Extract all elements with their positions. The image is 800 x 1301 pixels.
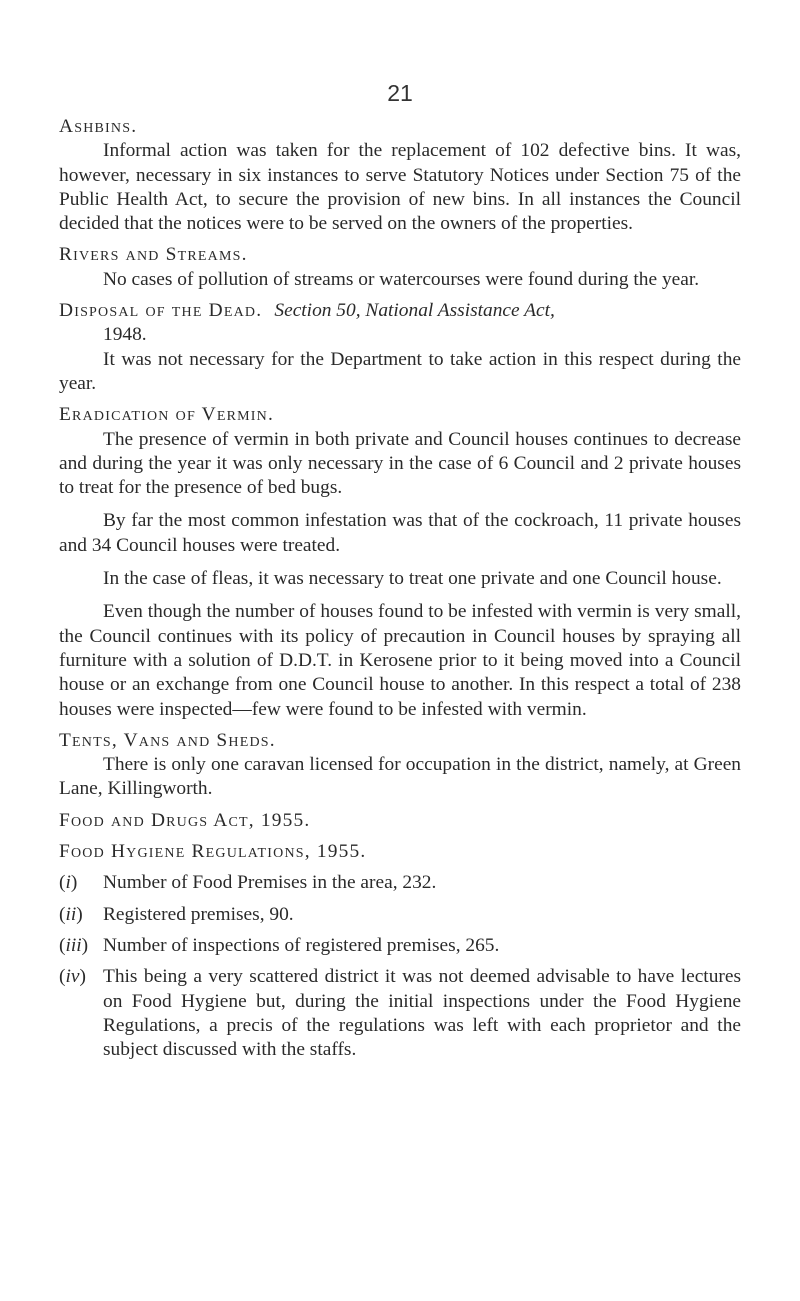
heading-disposal-act: Section 50, National Assistance Act, (274, 300, 555, 322)
paragraph-vermin-1: The presence of vermin in both private and Council houses continues to decrease and during the year it was only necessary in the case of 6 Council and 2 private houses to treat for the presence of bed bugs. (59, 428, 741, 499)
list-item-number: (ii) (59, 903, 83, 925)
paragraph-vermin-4: Even though the number of houses found to be infested with vermin is very small, the Council continues with its policy of precaution in Council houses by spraying all furniture with a solution of D.D.T. in Kerosene prior to it being moved into a Council house or an exchange from one Council house to another. In this respect a total of 238 houses were inspected—few were found to be infested with vermin. (59, 601, 741, 720)
list-item (59, 934, 741, 958)
paragraph-rivers: No cases of pollution of streams or watercourses were found during the year. (103, 268, 700, 290)
heading-food-and-drugs-act: Food and Drugs Act, 1955. (59, 809, 311, 831)
list-item-number: (iv) (59, 966, 86, 988)
paragraph-ashbins: Informal action was taken for the replacement of 102 defective bins. It was, however, necessary in six instances to serve Statutory Notices under Section 75 of the Public Health Act, to secure the provision of new bins. In all instances the Council decided that the notices were to be served on the owners of the properties. (59, 140, 741, 235)
list-item (59, 871, 741, 895)
list-item (59, 903, 741, 927)
list-item-text: Registered premises, 90. (103, 903, 294, 925)
page-number: 21 (387, 80, 413, 106)
list-item-text: Number of inspections of registered premises, 265. (103, 934, 500, 956)
heading-ashbins: Ashbins. (59, 116, 138, 137)
list-item-text: This being a very scattered district it was not deemed advisable to have lectures on Food Hygiene but, during the initial inspections under the Food Hygiene Regulations, a precis of the regulations was left with each proprietor and the subject discussed with the staffs. (103, 966, 741, 1061)
heading-food-hygiene-regulations: Food Hygiene Regulations, 1955. (59, 841, 367, 863)
heading-disposal-of-the-dead (59, 299, 741, 323)
list-item-number: (iii) (59, 934, 89, 956)
list-item-text: Number of Food Premises in the area, 232. (103, 872, 437, 894)
paragraph-vermin-2: By far the most common infestation was that of the cockroach, 11 private houses and 34 Council houses were treated. (59, 510, 741, 556)
list-item (59, 965, 741, 1062)
heading-tents-vans-sheds: Tents, Vans and Sheds. (59, 729, 276, 751)
heading-disposal-label: Disposal of the Dead. (59, 300, 263, 322)
heading-eradication-of-vermin: Eradication of Vermin. (59, 404, 274, 426)
paragraph-vermin-3: In the case of fleas, it was necessary to treat one private and one Council house. (103, 568, 722, 590)
document-body (59, 115, 741, 1062)
heading-disposal-year: 1948. (103, 324, 147, 346)
list-item-number: (i) (59, 872, 78, 894)
paragraph-tents: There is only one caravan licensed for occupation in the district, namely, at Green Lane, Killingworth. (59, 754, 741, 800)
paragraph-disposal: It was not necessary for the Department to take action in this respect during the year. (59, 348, 741, 394)
heading-rivers-and-streams: Rivers and Streams. (59, 244, 248, 266)
